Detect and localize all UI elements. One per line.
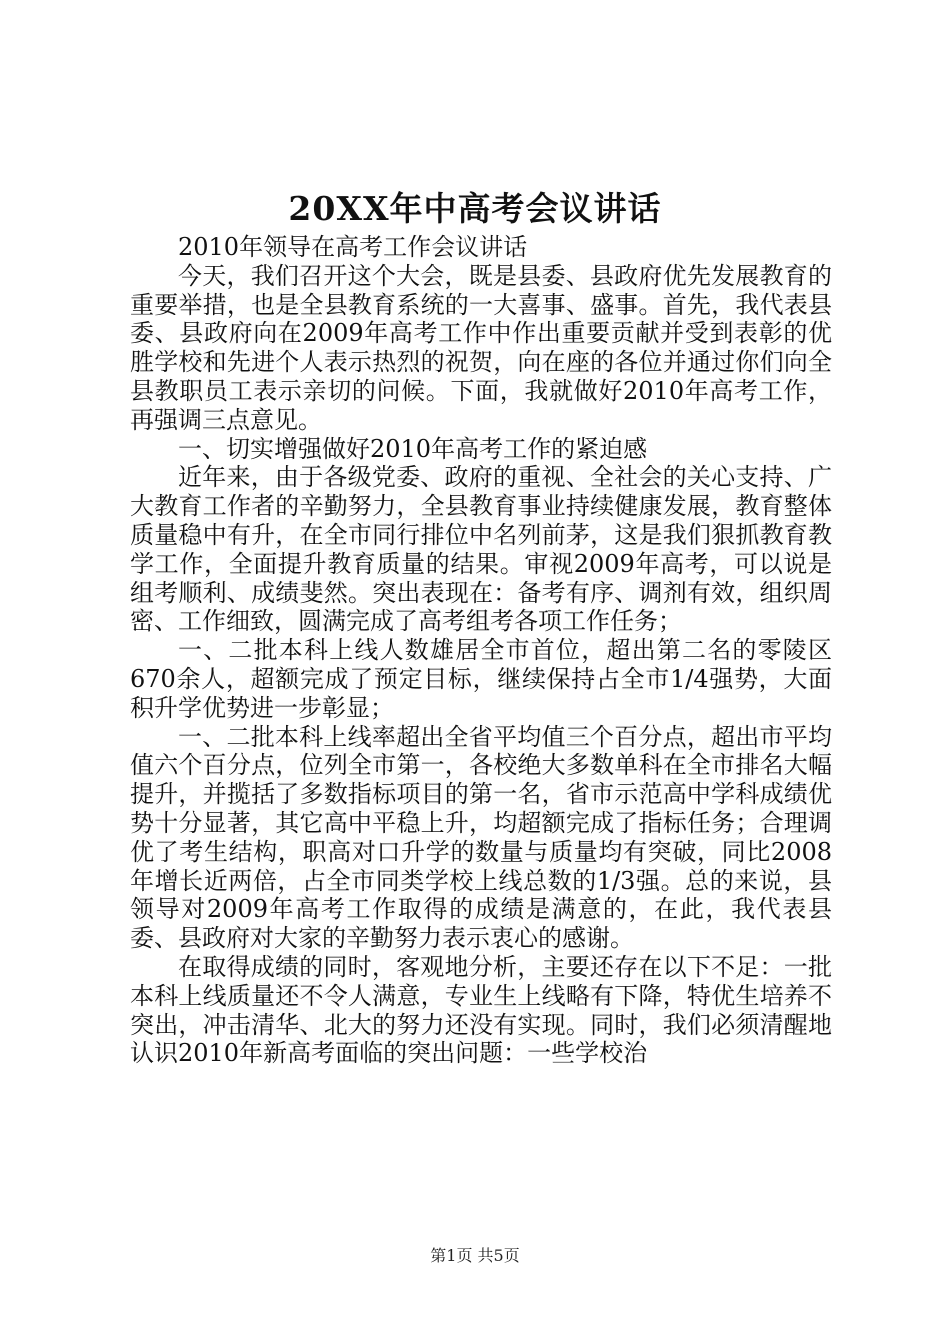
body-paragraph: 一、二批本科上线人数雄居全市首位，超出第二名的零陵区670余人，超额完成了预定目标，继续保持占全市1/4强势，大面积升学优势进一步彰显； [130, 636, 832, 722]
body-paragraph: 今天，我们召开这个大会，既是县委、县政府优先发展教育的重要举措，也是全县教育系统的一大喜事、盛事。首先，我代表县委、县政府向在2009年高考工作中作出重要贡献并受到表彰的优胜学校和先进个人表示热烈的祝贺，向在座的各位并通过你们向全县教职员工表示亲切的问候。下面，我就做好2010年高考工作，再强调三点意见。 [130, 261, 832, 434]
document-body [130, 233, 832, 1068]
body-paragraph: 一、二批本科上线率超出全省平均值三个百分点，超出市平均值六个百分点，位列全市第一，各校绝大多数单科在全市排名大幅提升，并揽括了多数指标项目的第一名，省市示范高中学科成绩优势十分显著，其它高中平稳上升，均超额完成了指标任务；合理调优了考生结构，职高对口升学的数量与质量均有突破，同比2008年增长近两倍，占全市同类学校上线总数的1/3强。总的来说，县领导对2009年高考工作取得的成绩是满意的，在此，我代表县委、县政府对大家的辛勤努力表示衷心的感谢。 [130, 722, 832, 953]
document-title: 20XX年中高考会议讲话 [288, 189, 662, 228]
section-heading: 一、切实增强做好2010年高考工作的紧迫感 [178, 434, 648, 463]
page-footer: 第1页 共5页 [430, 1246, 520, 1265]
subtitle-paragraph: 2010年领导在高考工作会议讲话 [178, 233, 528, 261]
body-paragraph: 在取得成绩的同时，客观地分析，主要还存在以下不足：一批本科上线质量还不令人满意，专业生上线略有下降，特优生培养不突出，冲击清华、北大的努力还没有实现。同时，我们必须清醒地认识2010年新高考面临的突出问题：一些学校治 [130, 952, 832, 1068]
body-paragraph: 近年来，由于各级党委、政府的重视、全社会的关心支持、广大教育工作者的辛勤努力，全县教育事业持续健康发展，教育整体质量稳中有升，在全市同行排位中名列前茅，这是我们狠抓教育教学工作，全面提升教育质量的结果。审视2009年高考，可以说是组考顺利、成绩斐然。突出表现在：备考有序、调剂有效，组织周密、工作细致，圆满完成了高考组考各项工作任务； [130, 463, 832, 636]
